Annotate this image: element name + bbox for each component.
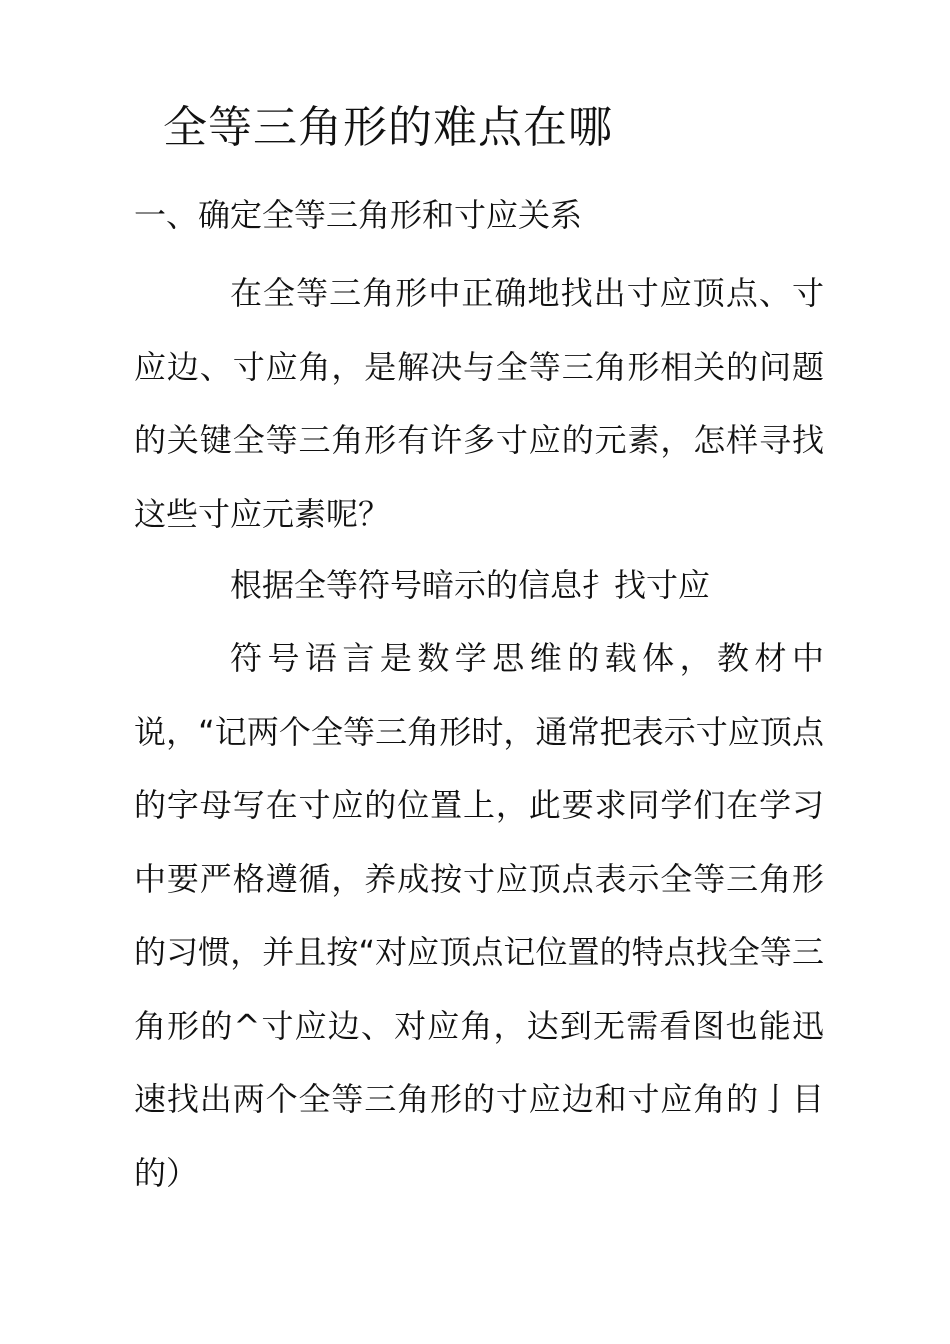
section-heading: 一、确定全等三角形和寸应关系 xyxy=(134,196,583,234)
document-title: 全等三角形的难点在哪 xyxy=(163,102,613,153)
paragraph-subheading: 根据全等符号暗示的信息扌找寸应 xyxy=(230,566,711,604)
paragraph-body: 符号语言是数学思维的载体，教材中说，“记两个全等三角形时，通常把表示寸应顶点的字母写在寸应的位置上，此要求同学们在学习中要严格遵循，养成按寸应顶点表示全等三角形的习惯，并且按“对应顶点记位置的特点找全等三角形的^寸应边、对应角，达到无需看图也能迅速找出两个全等三角形的寸应边和寸应角的亅目的） xyxy=(134,639,824,1192)
paragraph-intro: 在全等三角形中正确地找出寸应顶点、寸应边、寸应角，是解决与全等三角形相关的问题的关键全等三角形有许多寸应的元素，怎样寻找这些寸应元素呢？ xyxy=(134,274,824,533)
